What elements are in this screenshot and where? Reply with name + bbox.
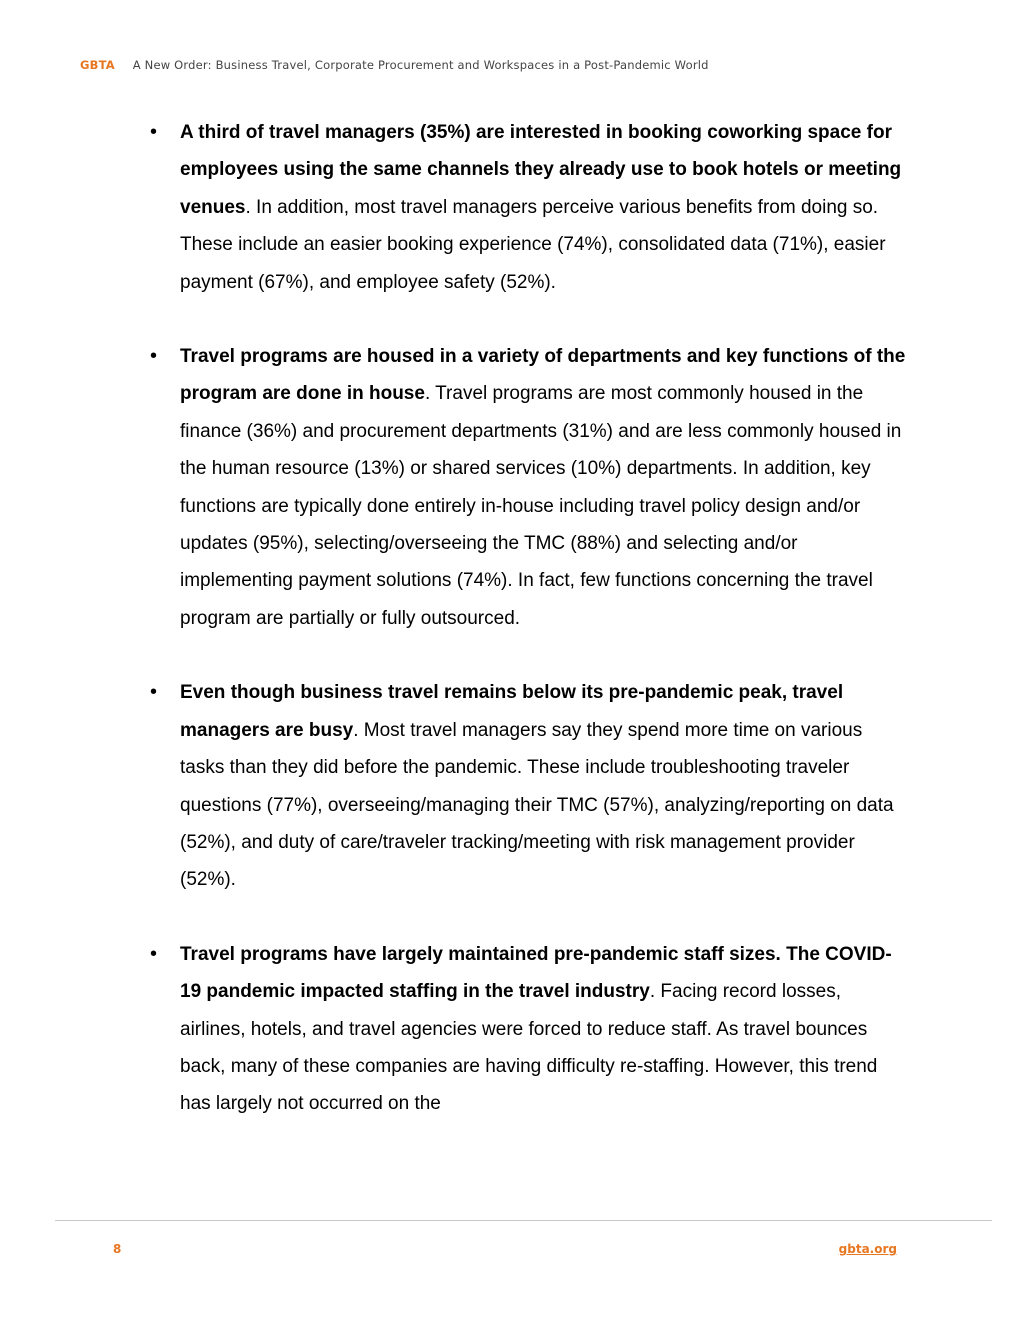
bullet-lead: Travel programs have largely maintained pre-pandemic staff sizes. The COVID-19 pandemic impacted staffing in the travel industry (180, 943, 892, 1003)
page-number: 8 (113, 1242, 122, 1256)
page-header (80, 58, 709, 72)
bullet-body: . In addition, most travel managers perceive various benefits from doing so. These include an easier booking experience (74%), consolidated data (71%), easier payment (67%), and employee safety (52%). (180, 196, 886, 293)
bullet-marker: • (150, 681, 158, 704)
footer-divider (55, 1220, 992, 1221)
bullet-item (150, 338, 910, 637)
bullet-lead: A third of travel managers (35%) are interested in booking coworking space for employees using the same channels they already use to book hotels or meeting venues (180, 122, 902, 218)
bullet-marker: • (150, 121, 158, 143)
bullet-body: . Facing record losses, airlines, hotels, and travel agencies were forced to reduce staff. As travel bounces back, many of these companies are having difficulty re-staffing. However, this trend has largely not occurred on the (180, 981, 878, 1115)
header-brand: GBTA (80, 58, 115, 72)
bullet-body: . Travel programs are most commonly housed in the finance (36%) and procurement departments (31%) and are less commonly housed in the human resource (13%) or shared services (10%) departments. In addition, key functions are typically done entirely in-house including travel policy design and/or updates (95%), selecting/overseeing the TMC (88%) and selecting and/or implementing payment solutions (74%). In fact, few functions concerning the travel program are partially or fully outsourced. (180, 383, 902, 629)
bullet-item (150, 936, 910, 1123)
header-document-title: A New Order: Business Travel, Corporate Procurement and Workspaces in a Post-Pandemic World (132, 58, 709, 72)
footer-website-link[interactable]: gbta.org (838, 1242, 897, 1256)
bullet-item (150, 114, 910, 301)
bullet-text (180, 674, 910, 898)
bullet-marker: • (150, 942, 158, 965)
bullet-marker: • (150, 345, 158, 368)
bullet-item (150, 674, 910, 898)
bullet-lead: Travel programs are housed in a variety of departments and key functions of the program are done in house (180, 346, 906, 405)
bullet-lead: Even though business travel remains below its pre-pandemic peak, travel managers are busy (180, 682, 844, 741)
bullet-body: . Most travel managers say they spend more time on various tasks than they did before the pandemic. These include troubleshooting traveler questions (77%), overseeing/managing their TMC (57%), analyzing/reporting on data (52%), and duty of care/traveler tracking/meeting with risk management provider (52%). (180, 719, 894, 891)
bullet-text (180, 338, 910, 637)
bullet-list (150, 114, 910, 1160)
bullet-text (180, 114, 910, 301)
bullet-text (180, 936, 910, 1123)
